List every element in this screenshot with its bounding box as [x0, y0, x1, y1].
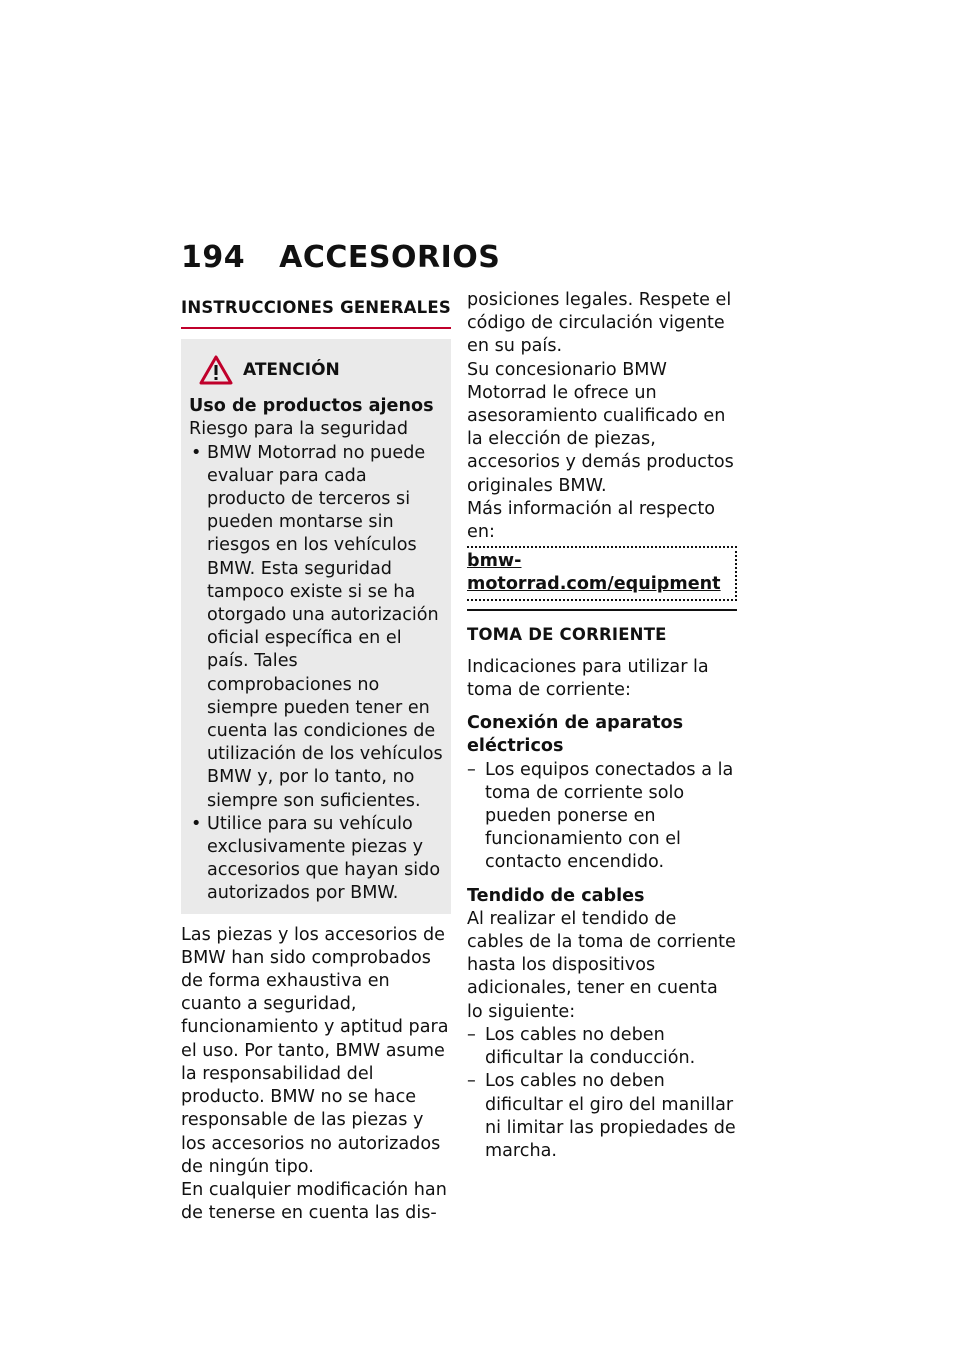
dash-list [467, 759, 737, 875]
paragraph: Más información al respecto en: [467, 498, 716, 543]
warning-bullets [189, 442, 443, 906]
paragraph: Las piezas y los accesorios de BMW han sido comprobados de forma exhaustiva en cuanto a seguridad, funcionamiento y aptitud para el uso. Por tanto, BMW asume la responsabilidad del producto. BMW no se hace responsable de las piezas y los accesorios no autorizados de ningún tipo. [181, 924, 449, 1177]
warning-label: ATENCIÓN [243, 359, 340, 380]
chapter-header [181, 240, 500, 275]
warning-heading: Uso de productos ajenos [189, 396, 434, 417]
paragraph: posiciones legales. Respete el código de circulación vigente en su país. [467, 290, 732, 357]
section-title-general: INSTRUCCIONES GENERALES [181, 296, 451, 329]
subheading: Conexión de aparatos eléctricos [467, 713, 684, 757]
dash-list [467, 1024, 737, 1163]
page-number: 194 [181, 240, 246, 275]
left-column [181, 296, 451, 1225]
warning-bullet: • Utilice para su vehículo exclusivamente piezas y accesorios que hayan sido autorizados por BMW. [189, 813, 443, 906]
paragraph: Al realizar el tendido de cables de la toma de corriente hasta los dispositivos adicionales, tener en cuenta lo siguiente: [467, 908, 736, 1022]
list-item: – Los cables no deben dificultar el giro del manillar ni limitar las propiedades de marcha. [467, 1070, 737, 1163]
right-column [467, 289, 737, 1163]
warning-header [199, 355, 443, 385]
paragraph: Indicaciones para utilizar la toma de corriente: [467, 656, 709, 701]
paragraph: En cualquier modificación han de tenerse en cuenta las dis- [181, 1179, 447, 1224]
equipment-link[interactable]: bmw-motorrad.com/equipment [467, 546, 737, 600]
subheading: Tendido de cables [467, 885, 645, 906]
list-item: – Los equipos conectados a la toma de corriente solo pueden ponerse en funcionamiento con el contacto encendido. [467, 759, 737, 875]
section-title-power-socket: TOMA DE CORRIENTE [467, 609, 737, 646]
chapter-title: ACCESORIOS [279, 240, 501, 275]
list-item: – Los cables no deben dificultar la conducción. [467, 1024, 737, 1070]
warning-box [181, 339, 451, 913]
warning-risk: Riesgo para la seguridad [189, 419, 408, 440]
paragraph: Su concesionario BMW Motorrad le ofrece un asesoramiento cualificado en la elección de piezas, accesorios y demás productos originales BMW. [467, 359, 734, 496]
warning-bullet: • BMW Motorrad no puede evaluar para cada producto de terceros si pueden montarse sin riesgos en los vehículos BMW. Esta seguridad tampoco existe si se ha otorgado una autorización oficial específica en el país. Tales comprobaciones no siempre pueden tener en cuenta las condiciones de utilización de los vehículos BMW y, por lo tanto, no siempre son suficientes. [189, 442, 443, 813]
warning-triangle-icon [199, 355, 233, 385]
